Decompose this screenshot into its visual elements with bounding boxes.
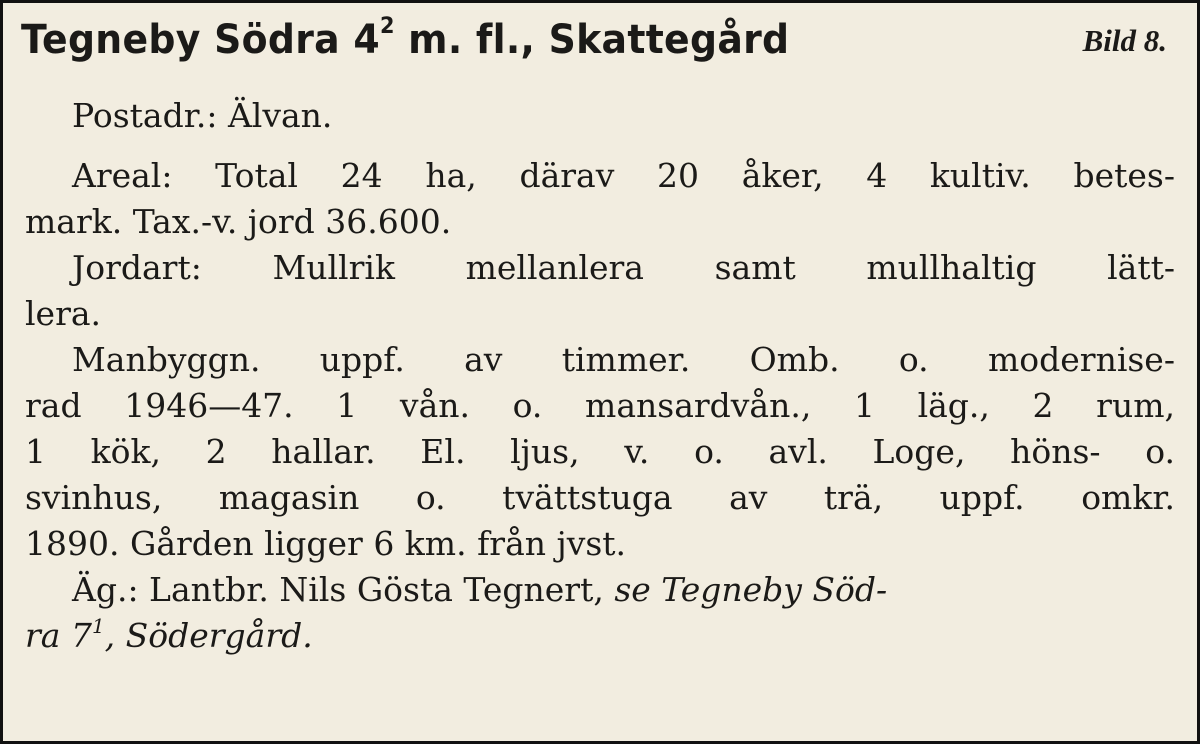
line-jordart-1: Jordart: Mullrik mellanlera samt mullhaltig lätt- [72, 248, 1175, 287]
line-agare-1 [25, 567, 1175, 613]
title-rest: m. fl., Skattegård [394, 17, 790, 63]
line-bygg-1: Manbyggn. uppf. av timmer. Omb. o. modernise- [72, 340, 1175, 379]
title-main: Tegneby Södra 4 [21, 17, 380, 63]
line-bygg-3: 1 kök, 2 hallar. El. ljus, v. o. avl. Loge, höns- o. [25, 432, 1175, 471]
line-jordart-2: lera. [25, 294, 102, 333]
line-agare-2 [25, 613, 1175, 659]
line-bygg-4: svinhus, magasin o. tvättstuga av trä, uppf. omkr. [25, 478, 1175, 517]
figure-reference: Bild 8. [1082, 23, 1167, 58]
line-areal-1: Areal: Total 24 ha, därav 20 åker, 4 kultiv. betes- [72, 156, 1175, 195]
owner-text: Äg.: Lantbr. Nils Gösta Tegnert, [72, 570, 615, 609]
title-superscript: 2 [379, 14, 395, 39]
owner-reference-sup: 1 [91, 614, 105, 638]
owner-reference: se Tegneby Söd- [614, 570, 888, 609]
line-bygg-5: 1890. Gården ligger 6 km. från jvst. [25, 524, 627, 563]
entry-body [25, 93, 1175, 659]
owner-reference-cont: ra 7 [25, 616, 92, 655]
entry-title [21, 15, 789, 65]
entry-header [21, 15, 1167, 69]
line-bygg-2: rad 1946—47. 1 vån. o. mansardvån., 1 läg., 2 rum, [25, 386, 1175, 425]
line-postadr: Postadr.: Älvan. [72, 96, 333, 135]
line-areal-2: mark. Tax.-v. jord 36.600. [25, 202, 452, 241]
owner-reference-end: , Södergård. [104, 616, 313, 655]
